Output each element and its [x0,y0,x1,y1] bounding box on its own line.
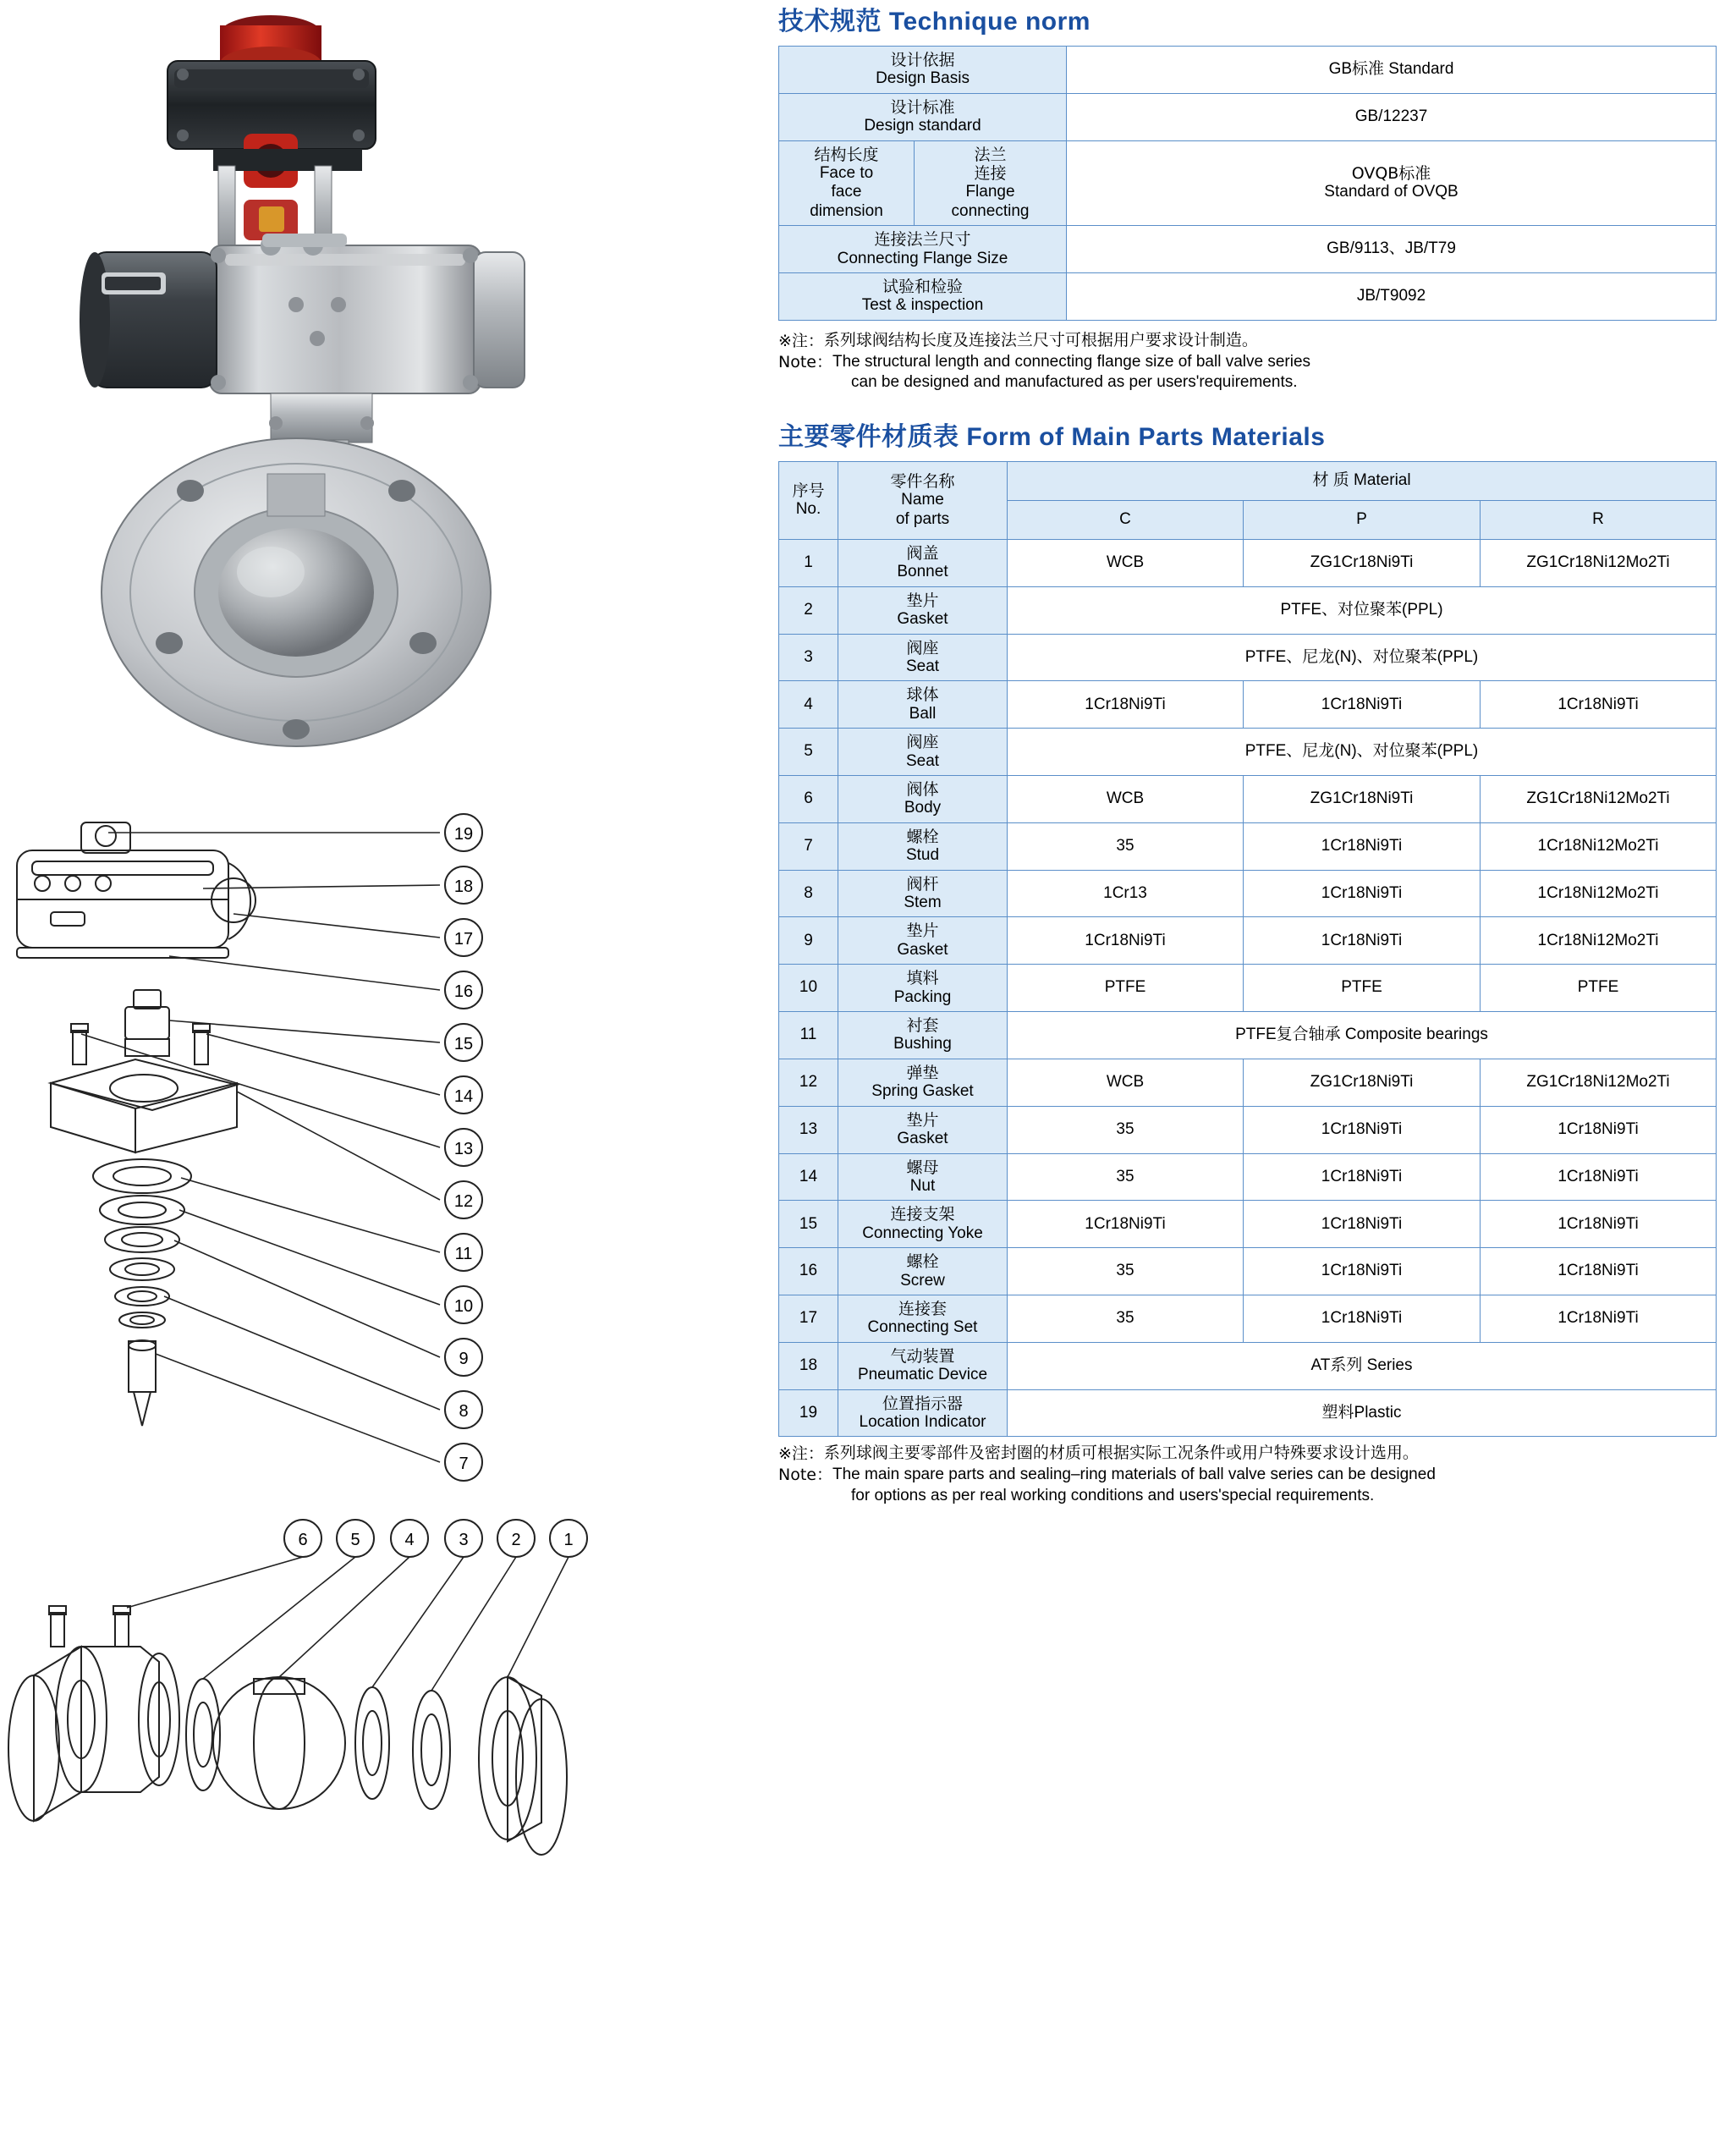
table-row [779,1012,1717,1059]
part-material-c: 1Cr18Ni9Ti [1008,681,1244,729]
part-material-c: 1Cr18Ni9Ti [1008,1201,1244,1248]
part-material-merged: PTFE、对位聚苯(PPL) [1008,586,1717,634]
face-to-face-value: OVQB标准 Standard of OVQB [1067,140,1717,226]
svg-text:2: 2 [511,1531,521,1549]
part-material-c: 35 [1008,1153,1244,1201]
illustrations-column [0,0,761,2145]
part-name [838,586,1008,634]
part-name [838,870,1008,917]
table-row [779,1106,1717,1153]
exploded-stack [51,990,237,1426]
part-name-en: Connecting Set [867,1318,978,1337]
part-no: 5 [779,729,838,776]
part-no: 11 [779,1012,838,1059]
valve-body [102,438,491,746]
svg-text:4: 4 [404,1531,415,1549]
exploded-actuator [17,822,255,958]
part-no: 2 [779,586,838,634]
table-row [779,1295,1717,1342]
table-row [779,729,1717,776]
part-name-cn: 阀座 [906,733,939,752]
table-row [779,47,1717,94]
part-name-en: Stud [905,846,940,865]
header-material: 材 质 Material [1008,461,1717,500]
svg-text:12: 12 [453,1192,474,1211]
technique-norm-title [778,0,1726,37]
part-no: 6 [779,776,838,823]
part-no: 19 [779,1389,838,1437]
part-material-merged: PTFE复合轴承 Composite bearings [1008,1012,1717,1059]
part-material-p: 1Cr18Ni9Ti [1244,822,1481,870]
part-name-cn: 衬套 [906,1016,939,1036]
part-name [838,729,1008,776]
part-name-en: Screw [900,1271,945,1290]
exploded-body-parts [8,1606,567,1855]
connecting-flange-size-value: GB/9113、JB/T79 [1067,226,1717,273]
part-name [838,634,1008,681]
part-name-en: Nut [909,1176,936,1195]
part-name-cn: 螺栓 [906,827,939,846]
parts-note-en-text2: for options as per real working conditions and users'special requirements. [851,1486,1375,1504]
part-material-p: 1Cr18Ni9Ti [1244,681,1481,729]
part-material-merged: PTFE、尼龙(N)、对位聚苯(PPL) [1008,634,1717,681]
part-name-en: Location Indicator [859,1412,986,1431]
part-name-en: Stem [904,894,942,912]
table-row [779,1153,1717,1201]
part-name-cn: 垫片 [906,921,939,941]
part-material-r: 1Cr18Ni9Ti [1481,1106,1717,1153]
callout-group-bottom [284,1520,587,1557]
parts-note-cn-text: 系列球阀主要零部件及密封圈的材质可根据实际工况条件或用户特殊要求设计选用。 [823,1444,1419,1463]
svg-text:14: 14 [453,1087,474,1106]
part-name [838,965,1008,1012]
exploded-diagram [0,812,761,2132]
part-material-c: WCB [1008,776,1244,823]
part-material-r: 1Cr18Ni9Ti [1481,1248,1717,1295]
part-no: 13 [779,1106,838,1153]
part-material-c: 35 [1008,822,1244,870]
part-name [838,1248,1008,1295]
part-name-en: Bushing [893,1035,952,1053]
svg-text:17: 17 [453,930,474,949]
part-name-en: Gasket [897,940,948,959]
specs-column [778,0,1726,2145]
part-name-cn: 球体 [906,685,939,705]
part-material-c: WCB [1008,539,1244,586]
part-name [838,1201,1008,1248]
part-material-r: 1Cr18Ni12Mo2Ti [1481,870,1717,917]
header-no: 序号 No. [779,461,838,539]
part-material-r: PTFE [1481,965,1717,1012]
table-row [779,681,1717,729]
svg-text:11: 11 [454,1245,473,1263]
part-name-en: Spring Gasket [871,1082,974,1101]
pneumatic-actuator [80,234,525,393]
part-no: 9 [779,917,838,965]
part-no: 15 [779,1201,838,1248]
part-no: 7 [779,822,838,870]
svg-text:3: 3 [459,1531,469,1549]
part-name-cn: 阀体 [906,780,939,799]
part-material-p: 1Cr18Ni9Ti [1244,917,1481,965]
part-name-en: Packing [893,987,952,1006]
part-name-en: Seat [905,657,940,675]
part-name-cn: 气动装置 [890,1346,955,1366]
part-material-r: 1Cr18Ni9Ti [1481,1153,1717,1201]
part-material-p: 1Cr18Ni9Ti [1244,1295,1481,1342]
technique-norm-title-cn: 技术规范 [778,7,882,36]
part-name-cn: 螺母 [906,1158,939,1177]
table-row [779,965,1717,1012]
part-material-r: 1Cr18Ni9Ti [1481,681,1717,729]
parts-note-en-label: Note： [778,1466,832,1485]
table-row [779,776,1717,823]
part-material-c: 35 [1008,1248,1244,1295]
svg-text:8: 8 [459,1402,469,1421]
part-no: 12 [779,1059,838,1106]
technique-note-en-label: Note： [778,352,832,371]
part-name [838,776,1008,823]
technique-note [778,331,1717,393]
svg-text:7: 7 [459,1455,469,1473]
part-no: 8 [779,870,838,917]
part-material-r: ZG1Cr18Ni12Mo2Ti [1481,1059,1717,1106]
part-name-en: Pneumatic Device [857,1366,988,1384]
part-no: 16 [779,1248,838,1295]
part-material-r: ZG1Cr18Ni12Mo2Ti [1481,539,1717,586]
part-material-p: PTFE [1244,965,1481,1012]
svg-text:18: 18 [453,877,474,896]
limit-switch-box [168,15,376,188]
part-material-r: 1Cr18Ni12Mo2Ti [1481,917,1717,965]
technique-note-en-text: The structural length and connecting flange size of ball valve series [832,352,1311,371]
part-name-en: Body [904,799,942,817]
part-name-en: Seat [905,751,940,770]
part-material-c: 35 [1008,1295,1244,1342]
table-row [779,93,1717,140]
design-standard-value: GB/12237 [1067,93,1717,140]
part-material-c: 1Cr18Ni9Ti [1008,917,1244,965]
part-name-cn: 阀盖 [906,543,939,563]
technique-note-cn-label: ※注： [778,331,824,350]
flange-connecting-label: 法兰 连接 Flange connecting [915,140,1067,226]
svg-text:1: 1 [563,1531,574,1549]
part-material-p: 1Cr18Ni9Ti [1244,870,1481,917]
part-name-cn: 位置指示器 [882,1394,963,1413]
table-header-row [779,461,1717,500]
design-standard-label: 设计标准 Design standard [779,93,1067,140]
header-col-r: R [1481,500,1717,539]
svg-text:6: 6 [298,1531,308,1549]
part-name-cn: 垫片 [906,591,939,610]
part-no: 3 [779,634,838,681]
part-material-p: ZG1Cr18Ni9Ti [1244,776,1481,823]
table-row [779,1389,1717,1437]
face-to-face-label: 结构长度 Face to face dimension [779,140,915,226]
parts-materials-title-cn: 主要零件材质表 [778,421,959,452]
part-name [838,1389,1008,1437]
table-row [779,634,1717,681]
callout-group-right [445,814,482,1481]
part-no: 1 [779,539,838,586]
parts-note-cn-label: ※注： [778,1444,824,1464]
part-name-cn: 弹垫 [906,1063,939,1082]
part-name [838,1059,1008,1106]
parts-materials-title [778,415,1726,453]
svg-text:16: 16 [453,982,474,1001]
part-material-p: ZG1Cr18Ni9Ti [1244,1059,1481,1106]
part-material-merged: AT系列 Series [1008,1342,1717,1389]
table-row [779,226,1717,273]
header-col-p: P [1244,500,1481,539]
part-no: 10 [779,965,838,1012]
table-row [779,1248,1717,1295]
svg-text:13: 13 [453,1140,474,1158]
part-name [838,1012,1008,1059]
part-name [838,681,1008,729]
part-name-en: Ball [909,704,937,723]
part-name-cn: 连接支架 [890,1205,955,1224]
part-material-merged: PTFE、尼龙(N)、对位聚苯(PPL) [1008,729,1717,776]
part-no: 4 [779,681,838,729]
part-material-r: ZG1Cr18Ni12Mo2Ti [1481,776,1717,823]
svg-text:9: 9 [459,1350,469,1368]
part-name [838,822,1008,870]
part-material-p: ZG1Cr18Ni9Ti [1244,539,1481,586]
part-name-cn: 阀座 [906,638,939,657]
part-material-p: 1Cr18Ni9Ti [1244,1153,1481,1201]
table-row [779,273,1717,321]
parts-table-body [779,539,1717,1436]
part-name-cn: 垫片 [906,1110,939,1130]
product-photo [17,0,744,787]
technique-note-en-text2: can be designed and manufactured as per users'requirements. [851,373,1298,392]
part-no: 17 [779,1295,838,1342]
technique-norm-table [778,46,1717,321]
part-name-cn: 螺栓 [906,1252,939,1272]
part-material-r: 1Cr18Ni12Mo2Ti [1481,822,1717,870]
design-basis-value: GB标准 Standard [1067,47,1717,94]
part-material-p: 1Cr18Ni9Ti [1244,1248,1481,1295]
parts-materials-table [778,461,1717,1437]
table-row [779,1342,1717,1389]
parts-note [778,1444,1717,1506]
part-name [838,1106,1008,1153]
svg-text:19: 19 [453,825,474,844]
part-name [838,917,1008,965]
part-material-merged: 塑料Plastic [1008,1389,1717,1437]
connecting-flange-size-label: 连接法兰尺寸 Connecting Flange Size [779,226,1067,273]
svg-text:10: 10 [453,1297,474,1316]
part-material-c: WCB [1008,1059,1244,1106]
test-inspection-value: JB/T9092 [1067,273,1717,321]
table-row [779,917,1717,965]
table-row [779,1201,1717,1248]
part-name [838,1342,1008,1389]
part-material-r: 1Cr18Ni9Ti [1481,1295,1717,1342]
part-name-cn: 连接套 [898,1299,947,1318]
part-name-en: Bonnet [897,563,948,581]
part-no: 14 [779,1153,838,1201]
table-row [779,870,1717,917]
part-no: 18 [779,1342,838,1389]
part-name [838,1295,1008,1342]
part-material-p: 1Cr18Ni9Ti [1244,1106,1481,1153]
part-name-cn: 阀杆 [906,874,939,894]
part-material-c: PTFE [1008,965,1244,1012]
part-material-c: 1Cr13 [1008,870,1244,917]
parts-note-en-text: The main spare parts and sealing–ring materials of ball valve series can be designed [832,1466,1436,1484]
table-row [779,140,1717,226]
technique-note-cn-text: 系列球阀结构长度及连接法兰尺寸可根据用户要求设计制造。 [823,331,1258,349]
part-name-en: Gasket [897,610,948,629]
table-row [779,586,1717,634]
part-name [838,539,1008,586]
part-material-p: 1Cr18Ni9Ti [1244,1201,1481,1248]
table-row [779,539,1717,586]
header-col-c: C [1008,500,1244,539]
svg-text:15: 15 [453,1035,474,1053]
svg-text:5: 5 [350,1531,360,1549]
part-material-c: 35 [1008,1106,1244,1153]
part-name [838,1153,1008,1201]
table-row [779,822,1717,870]
header-name-of-parts: 零件名称 Name of parts [838,461,1008,539]
part-name-cn: 填料 [906,969,939,988]
part-name-en: Connecting Yoke [862,1224,983,1242]
technique-norm-title-en: Technique norm [888,8,1090,36]
design-basis-label: 设计依据 Design Basis [779,47,1067,94]
test-inspection-label: 试验和检验 Test & inspection [779,273,1067,321]
parts-materials-title-en: Form of Main Parts Materials [966,422,1326,451]
part-material-r: 1Cr18Ni9Ti [1481,1201,1717,1248]
table-row [779,1059,1717,1106]
part-name-en: Gasket [897,1130,948,1148]
